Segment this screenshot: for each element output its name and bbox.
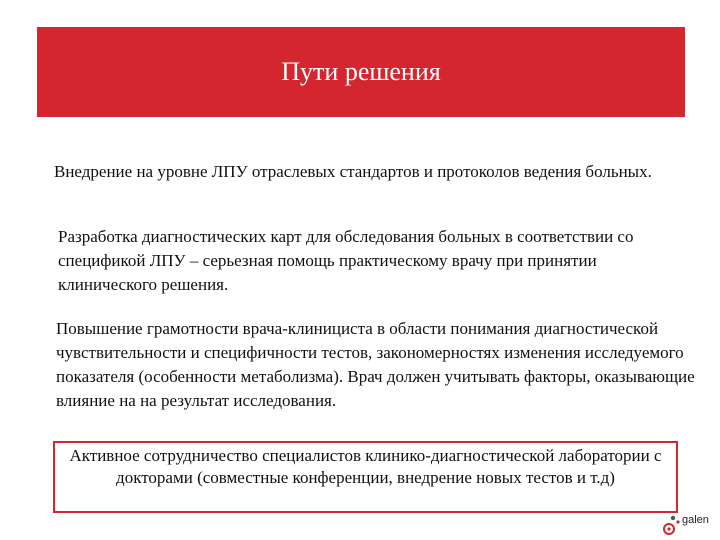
title-banner (37, 27, 685, 117)
paragraph-standards: Внедрение на уровне ЛПУ отраслевых стандартов и протоколов ведения больных. (54, 162, 652, 181)
slide-title: Пути решения (281, 57, 441, 86)
logo-text: galen (682, 514, 709, 526)
highlight-box (53, 441, 678, 513)
paragraph-diagnostic-cards: Разработка диагностических карт для обследования больных в соответствии со спецификой ЛПУ – серьезная помощь практическому врачу при принятии клинического решения. (58, 227, 634, 294)
paragraph-clinician-literacy: Повышение грамотности врача-клинициста в области понимания диагностической чувствительности и специфичности тестов, закономерностях изменения исследуемого показателя (особенности метаболизма). Врач должен учитывать факторы, оказывающие влияние на на результат исследования. (56, 319, 695, 410)
highlight-text: Активное сотрудничество специалистов клинико-диагностической лаборатории с докторами (совместные конференции, внедрение новых тестов и т.д) (69, 446, 662, 487)
